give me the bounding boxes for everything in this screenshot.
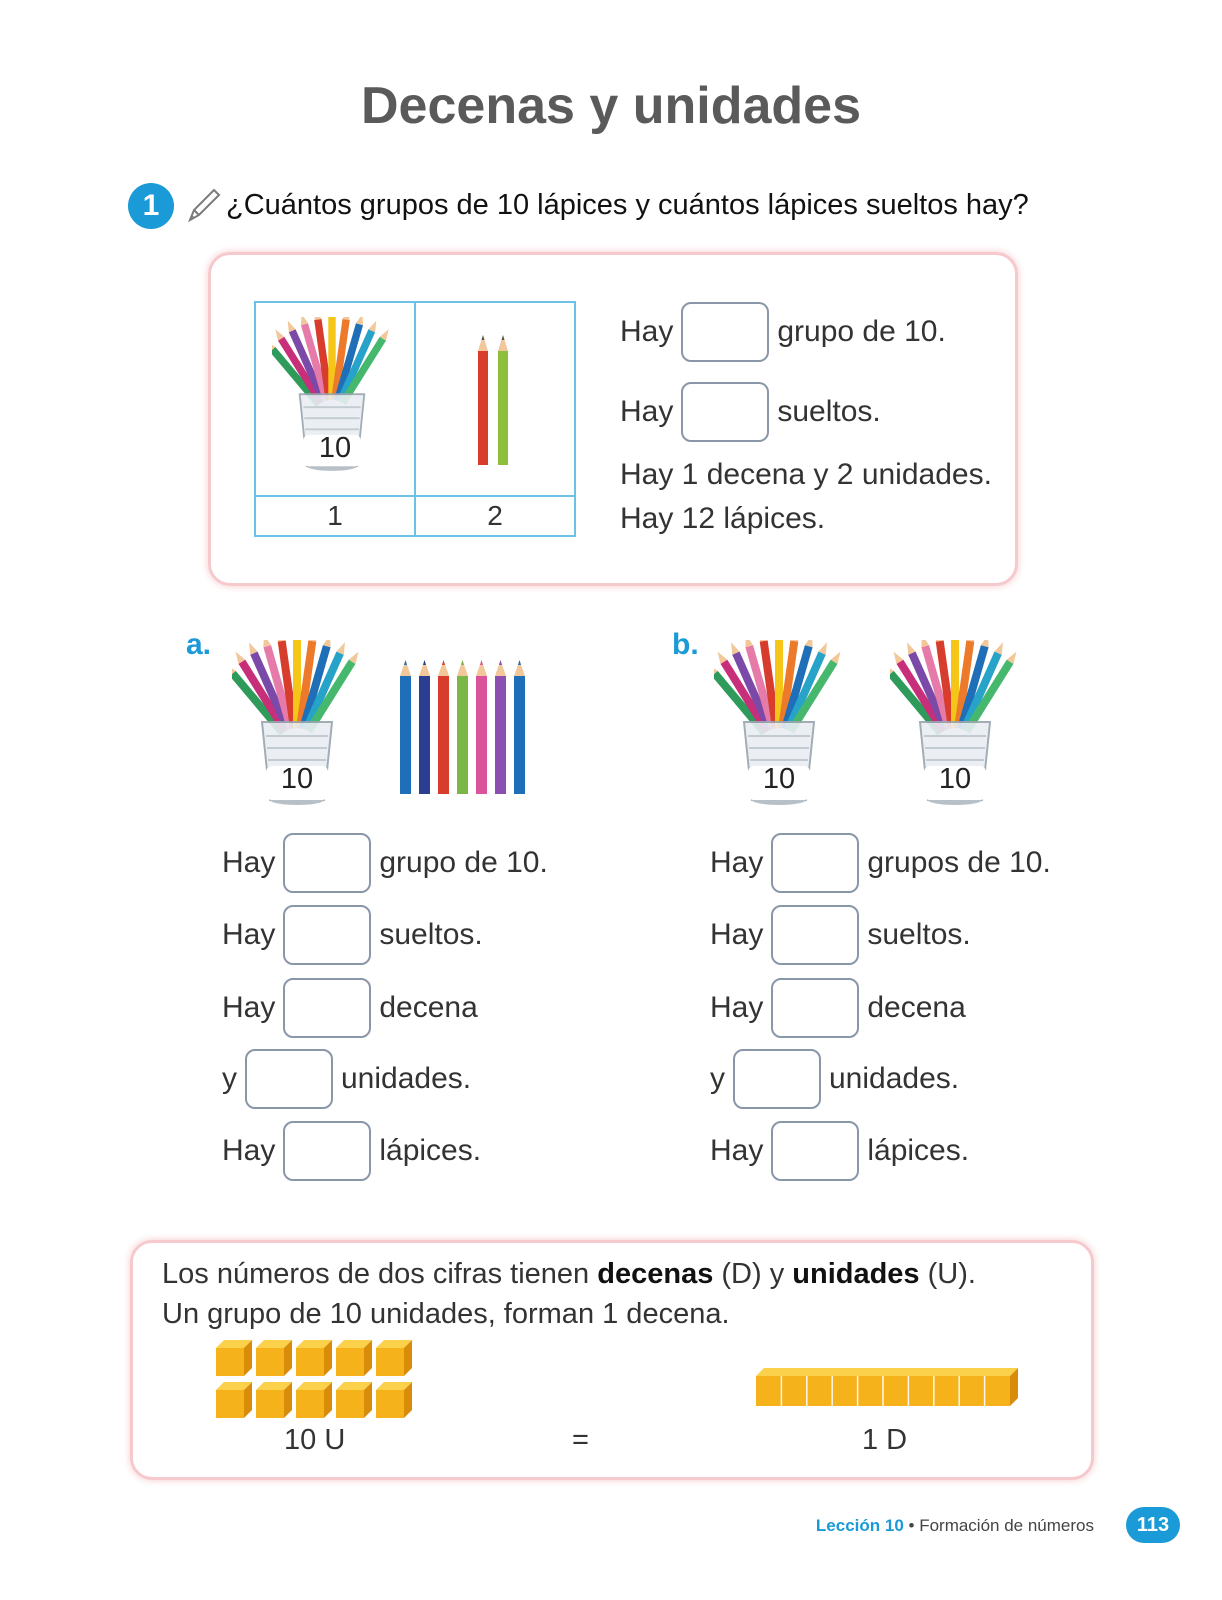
- page-title: Decenas y unidades: [361, 77, 861, 135]
- example-line-2: [620, 382, 881, 442]
- hay-label: Hay: [620, 395, 674, 428]
- pencil-icon: [398, 658, 538, 798]
- line-suffix: lápices.: [379, 1134, 482, 1167]
- left-label: 10 U: [284, 1424, 346, 1456]
- part-b-cup-1: [714, 640, 844, 810]
- answer-box[interactable]: [771, 978, 859, 1038]
- line-suffix: decena: [379, 991, 478, 1024]
- hay-label: Hay: [620, 315, 674, 348]
- info-text: Los números de dos cifras tienen: [162, 1258, 598, 1290]
- hay-label: Hay: [710, 991, 764, 1024]
- topic-label: Formación de números: [919, 1516, 1094, 1535]
- answer-box[interactable]: [283, 978, 371, 1038]
- part-a-line-1: [222, 833, 548, 893]
- hay-label: Hay: [710, 846, 764, 879]
- example-table: [254, 301, 576, 537]
- part-b-line-1: [710, 833, 1051, 893]
- cup-label: 10: [280, 763, 314, 795]
- answer-box[interactable]: [283, 833, 371, 893]
- ten-rod-icon: [756, 1368, 1018, 1408]
- part-a-line-3: [222, 978, 478, 1038]
- lesson-label: Lección 10: [815, 1516, 904, 1535]
- answer-box[interactable]: [245, 1049, 333, 1109]
- answer-box[interactable]: [733, 1049, 821, 1109]
- cup-label: 10: [318, 432, 352, 464]
- answer-box[interactable]: [681, 382, 769, 442]
- part-a-cup: [232, 640, 362, 810]
- hay-label: Hay: [222, 1134, 276, 1167]
- answer-box[interactable]: [771, 833, 859, 893]
- line-suffix: sueltos.: [379, 918, 483, 951]
- cup-label: 10: [762, 763, 796, 795]
- right-label: 1 D: [862, 1424, 908, 1456]
- line-suffix: grupo de 10.: [379, 846, 548, 879]
- part-b-line-2: [710, 905, 971, 965]
- line-suffix: unidades.: [829, 1062, 960, 1095]
- pencil-icon: [186, 184, 222, 229]
- pencil-icon: [470, 333, 520, 473]
- separator: •: [903, 1516, 920, 1535]
- unit-cube-icon: [216, 1340, 416, 1420]
- tens-value: 1: [255, 496, 415, 536]
- cup-label: 10: [938, 763, 972, 795]
- tens-cell: [255, 302, 415, 496]
- ones-cell: [415, 302, 575, 496]
- exercise-number-badge: 1: [128, 183, 174, 229]
- info-line-1: [162, 1258, 976, 1291]
- line-suffix: decena: [867, 991, 966, 1024]
- answer-box[interactable]: [771, 905, 859, 965]
- y-label: y: [222, 1062, 237, 1095]
- example-line-3: Hay 1 decena y 2 unidades.: [620, 458, 992, 491]
- info-line-2: Un grupo de 10 unidades, forman 1 decena.: [162, 1298, 730, 1330]
- hay-label: Hay: [222, 918, 276, 951]
- part-a-line-2: [222, 905, 483, 965]
- info-bold-decenas: decenas: [597, 1258, 714, 1290]
- line-suffix: lápices.: [867, 1134, 970, 1167]
- part-b-letter: b.: [672, 628, 699, 661]
- part-b-cup-2: [890, 640, 1020, 810]
- line-suffix: sueltos.: [777, 395, 881, 428]
- equals-sign: =: [572, 1424, 589, 1456]
- line-suffix: grupo de 10.: [777, 315, 946, 348]
- part-a-line-4: [222, 1049, 471, 1109]
- example-line-1: [620, 302, 946, 362]
- part-a-letter: a.: [186, 628, 212, 661]
- line-suffix: unidades.: [341, 1062, 472, 1095]
- part-b-line-3: [710, 978, 966, 1038]
- info-text: (U).: [919, 1258, 976, 1290]
- answer-box[interactable]: [283, 905, 371, 965]
- hay-label: Hay: [710, 1134, 764, 1167]
- part-a-line-5: [222, 1121, 481, 1181]
- footer-lesson: [816, 1516, 1094, 1536]
- answer-box[interactable]: [681, 302, 769, 362]
- info-text: (D) y: [713, 1258, 793, 1290]
- y-label: y: [710, 1062, 725, 1095]
- example-line-4: Hay 12 lápices.: [620, 502, 826, 535]
- page-number: 113: [1126, 1507, 1180, 1543]
- part-b-line-5: [710, 1121, 969, 1181]
- answer-box[interactable]: [771, 1121, 859, 1181]
- answer-box[interactable]: [283, 1121, 371, 1181]
- exercise-question: ¿Cuántos grupos de 10 lápices y cuántos lápices sueltos hay?: [226, 189, 1029, 221]
- info-bold-unidades: unidades: [792, 1258, 920, 1290]
- ones-value: 2: [415, 496, 575, 536]
- hay-label: Hay: [710, 918, 764, 951]
- part-b-line-4: [710, 1049, 959, 1109]
- line-suffix: grupos de 10.: [867, 846, 1051, 879]
- hay-label: Hay: [222, 846, 276, 879]
- line-suffix: sueltos.: [867, 918, 971, 951]
- hay-label: Hay: [222, 991, 276, 1024]
